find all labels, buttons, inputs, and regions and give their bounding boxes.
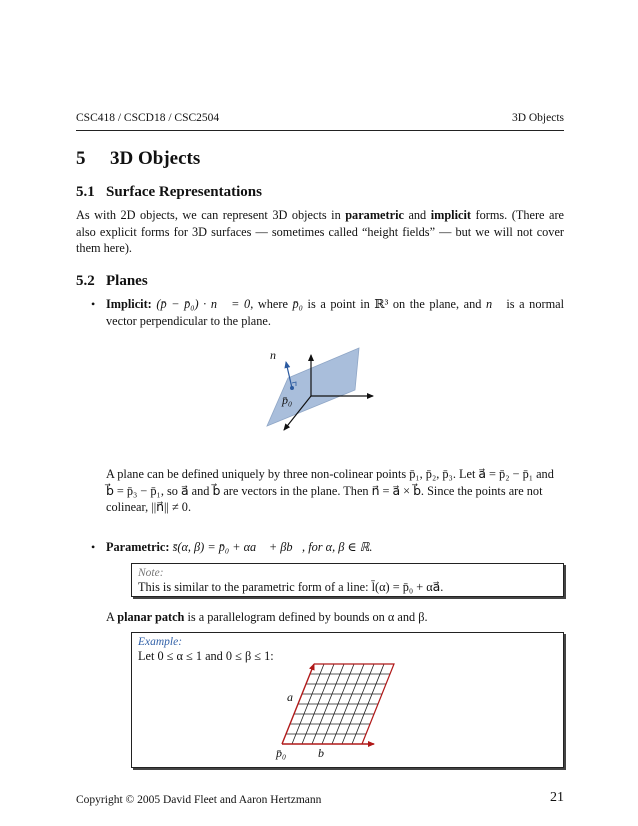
page-number: 21 [550,790,564,805]
subsection-title: Planes [106,273,148,289]
subsection-number: 5.2 [76,273,95,289]
bullet-icon: • [91,297,96,311]
footer-copyright: Copyright © 2005 David Fleet and Aaron Hertzmann [76,794,322,806]
note-text: This is similar to the parametric form of a line: l̄(α) = p̄₀ + αa⃗. [138,580,444,594]
parametric-label: Parametric: [106,540,170,554]
paragraph-plane-definition: A plane can be defined uniquely by three non-colinear points p̄₁, p̄₂, p̄₃. Let a⃗ = p̄₂ − p̄₁ and b⃗ = p̄₃ − p̄₁, so a⃗ and b⃗ are vectors in the plane. Then n⃗ = a⃗ × b⃗. Since the points are not colinear, ||n⃗|| ≠ 0. [106,467,554,514]
bullet-implicit: Implicit: (p̄ − p̄₀) · n⃗ = 0, where p̄₀ is a point in ℝ³ on the plane, and n⃗ is a normal vector perpendicular to the plane. [106,297,565,328]
note-title: Note: [138,567,164,579]
bullet-icon: • [91,540,96,554]
fig2-a-label: a⃗ [287,690,303,704]
header-rule [76,130,564,131]
note-box [131,563,564,597]
example-text: Let 0 ≤ α ≤ 1 and 0 ≤ β ≤ 1: [138,649,274,663]
fig1-n-label: n⃗ [270,348,286,362]
subsection-heading-5-2 [76,273,148,290]
implicit-label: Implicit: [106,297,152,311]
paragraph-planar-patch: A planar patch is a parallelogram defined by bounds on α and β. [106,610,428,624]
example-title: Example: [138,636,183,648]
subsection-heading-5-1 [76,184,262,201]
term-planar-patch: planar patch [117,610,185,624]
fig2-p0-label: p̄₀ [276,746,287,760]
fig1-p0-label: p̄₀ [282,393,293,407]
section-number: 5 [76,148,86,169]
term-implicit: implicit [430,208,471,222]
section-heading [76,148,200,170]
implicit-equation: (p̄ − p̄₀) · n⃗ = 0 [156,297,251,311]
bullet-parametric [106,539,564,556]
paragraph-representations: As with 2D objects, we can represent 3D objects in parametric and implicit forms. (There are also explicit forms for 3D surfaces — sometimes called “height fields” — but we will not cover them here). [76,208,564,255]
point-p0 [290,386,294,390]
parametric-equation: s̄(α, β) = p̄₀ + αa⃗ + βb⃗, for α, β ∈ ℝ. [172,540,373,554]
subsection-number: 5.1 [76,184,95,200]
fig2-b-label: b⃗ [318,746,334,760]
planar-patch-figure [270,660,395,750]
term-parametric: parametric [345,208,404,222]
running-header-right: 3D Objects [511,112,564,124]
subsection-title: Surface Representations [106,184,262,200]
section-title: 3D Objects [110,148,201,169]
running-header-left: CSC418 / CSCD18 / CSC2504 [76,112,220,124]
